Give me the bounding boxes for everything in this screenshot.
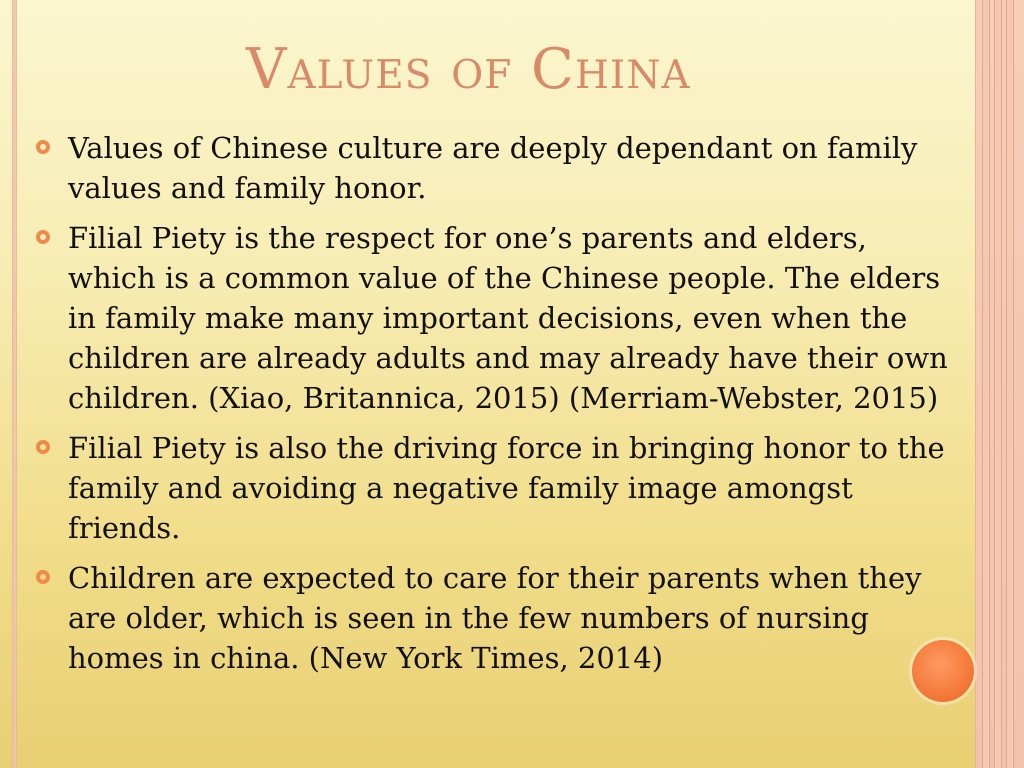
- bullet-list: [36, 128, 951, 678]
- bullet-item: [36, 558, 951, 678]
- bullet-item: [36, 128, 951, 208]
- circle-bullet-icon: [36, 230, 50, 244]
- bullet-text: Values of Chinese culture are deeply dependant on family values and family honor.: [68, 131, 918, 205]
- bullet-item: [36, 428, 951, 548]
- left-decorative-stripe: [12, 0, 17, 768]
- right-decorative-band: [975, 0, 1024, 768]
- bullet-text: Filial Piety is also the driving force in bringing honor to the family and avoiding a negative family image amongst friends.: [68, 431, 945, 545]
- bullet-text: Children are expected to care for their parents when they are older, which is seen in the few numbers of nursing homes in china. (New York Times, 2014): [68, 561, 922, 675]
- right-band-stripe: [994, 0, 1002, 768]
- bullet-item: [36, 218, 951, 418]
- right-band-stripe: [1006, 0, 1014, 768]
- slide-title: Values of China: [246, 37, 691, 102]
- circle-bullet-icon: [36, 440, 50, 454]
- right-band-stripe: [982, 0, 990, 768]
- circle-bullet-icon: [36, 140, 50, 154]
- bullet-text: Filial Piety is the respect for one’s parents and elders, which is a common value of the Chinese people. The elders in family make many important decisions, even when the children are already adults and may already have their own children. (Xiao, Britannica, 2015) (Merriam-Webster, 2015): [68, 221, 948, 415]
- circle-bullet-icon: [36, 570, 50, 584]
